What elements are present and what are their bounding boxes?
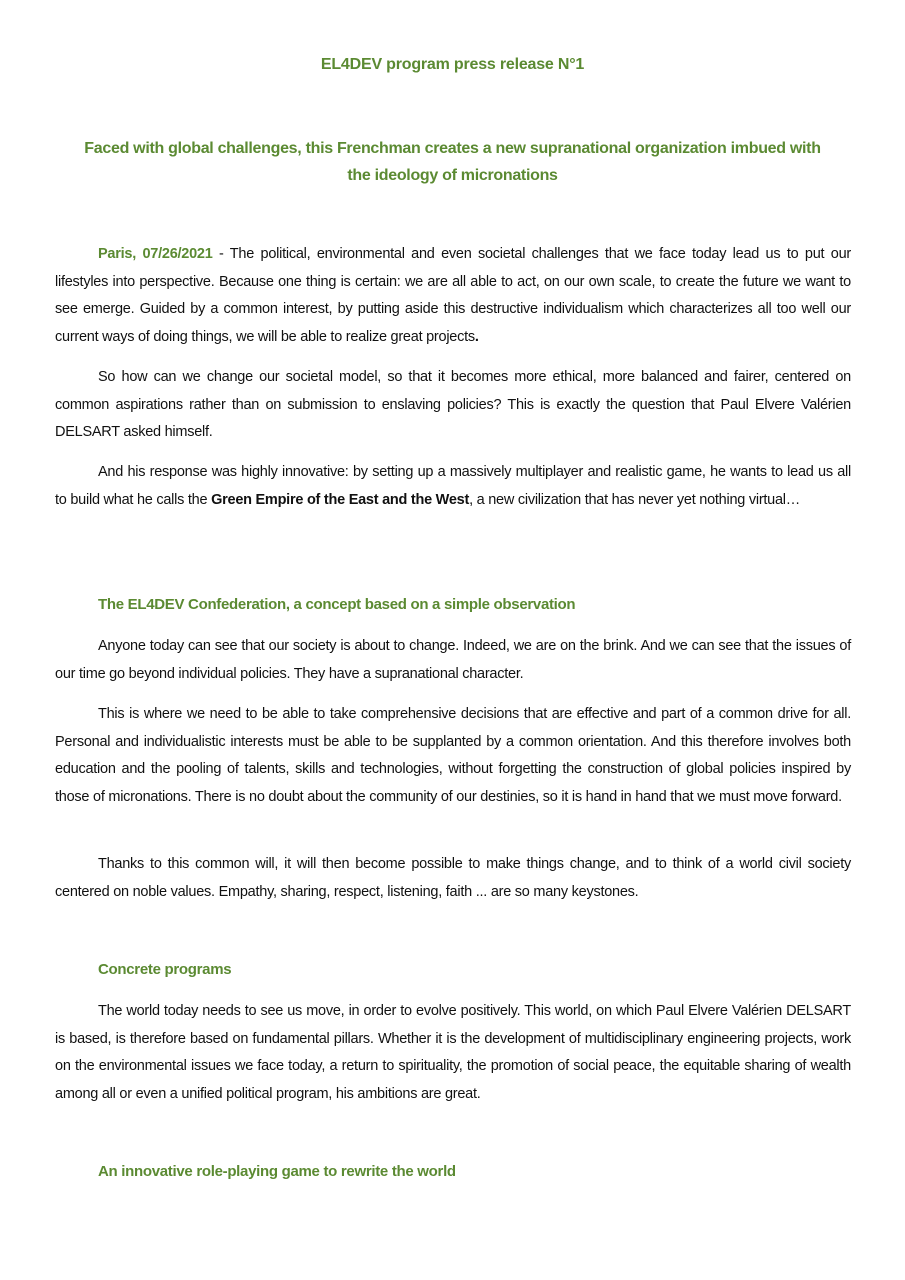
section-heading-role-playing: An innovative role-playing game to rewrite the world: [98, 1163, 456, 1180]
document-title: EL4DEV program press release N°1: [320, 56, 585, 73]
response-paragraph: [55, 459, 851, 514]
intro-paragraph-end: .: [474, 328, 479, 345]
programs-paragraph: [55, 998, 851, 1108]
response-paragraph-start: And his response was highly innovative: by setting up a massively multiplayer and realistic game, he wants to lead us all to build what he calls the: [55, 464, 851, 508]
headline: Faced with global challenges, this Frenchman creates a new supranational organization imbued with the ideology of micronations: [84, 140, 821, 184]
response-paragraph-end: , a new civilization that has never yet nothing virtual…: [469, 491, 801, 508]
decisions-paragraph-text: This is where we need to be able to take comprehensive decisions that are effective and part of a common drive for all. Personal and individualistic interests must be able to be supplanted by a common orientation. And this therefore involves both education and the pooling of talents, skills and technologies, without forgetting the construction of global policies inspired by those of micronations. There is no doubt about the community of our destinies, so it is hand in hand that we must move forward.: [55, 706, 851, 805]
observation-paragraph: [55, 633, 851, 688]
common-will-paragraph: [55, 851, 851, 906]
decisions-paragraph: [55, 701, 851, 811]
section-heading-programs: Concrete programs: [98, 961, 232, 978]
section-heading-confederation: The EL4DEV Confederation, a concept based on a simple observation: [98, 596, 576, 613]
dateline: Paris, 07/26/2021: [98, 246, 213, 262]
observation-paragraph-text: Anyone today can see that our society is about to change. Indeed, we are on the brink. And we can see that the issues of our time go beyond individual policies. They have a supranational character.: [55, 638, 851, 682]
green-empire-name: Green Empire of the East and the West: [211, 491, 470, 508]
intro-paragraph-text: - The political, environmental and even societal challenges that we face today lead us to put our lifestyles into perspective. Because one thing is certain: we are all able to act, on our own scale, to create the future we want to see emerge. Guided by a common interest, by putting aside this destructive individualism which characterizes all too well our current ways of doing things, we will be able to realize great projects: [55, 246, 851, 345]
question-paragraph-text: So how can we change our societal model, so that it becomes more ethical, more balanced and fairer, centered on common aspirations rather than on submission to enslaving policies? This is exactly the question that Paul Elvere Valérien DELSART asked himself.: [55, 369, 851, 441]
intro-paragraph: [55, 241, 851, 351]
common-will-paragraph-text: Thanks to this common will, it will then become possible to make things change, and to think of a world civil society centered on noble values. Empathy, sharing, respect, listening, faith ... are so many keystones.: [55, 856, 851, 900]
question-paragraph: [55, 364, 851, 447]
programs-paragraph-text: The world today needs to see us move, in order to evolve positively. This world, on which Paul Elvere Valérien DELSART is based, is therefore based on fundamental pillars. Whether it is the development of multidisciplinary engineering projects, work on the environmental issues we face today, a return to spirituality, the promotion of social peace, the equitable sharing of wealth among all or even a unified political program, his ambitions are great.: [55, 1003, 851, 1102]
